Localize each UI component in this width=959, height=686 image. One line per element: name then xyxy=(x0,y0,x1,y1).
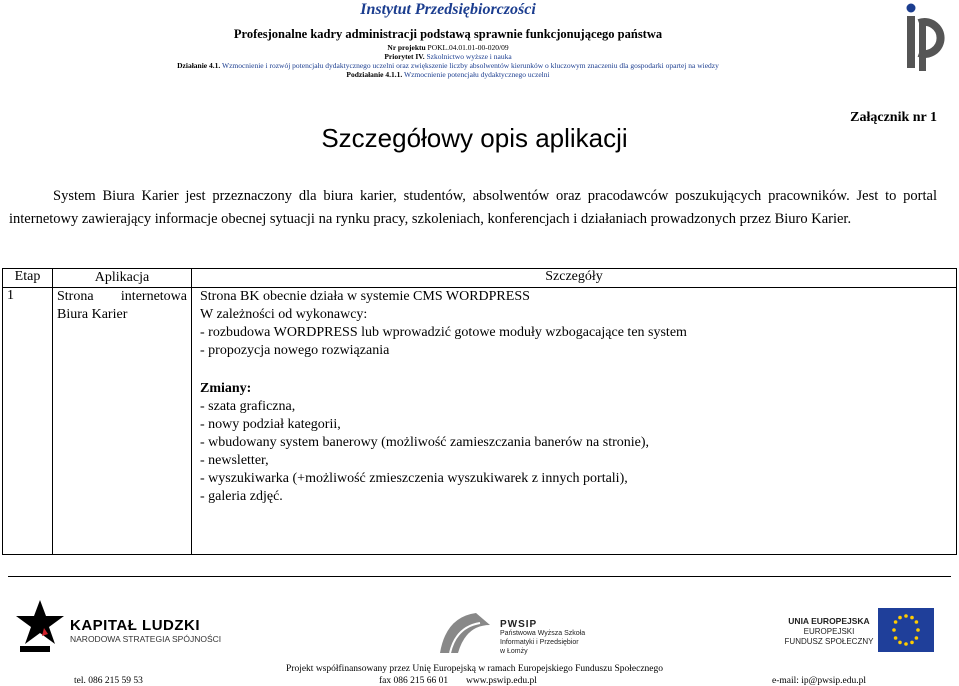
details-table xyxy=(2,268,957,555)
eu-text xyxy=(784,616,874,647)
change-item: - newsletter, xyxy=(200,453,269,468)
change-item: - wyszukiwarka (+możliwość zmieszczenia wyszukiwarek z innych portali), xyxy=(200,471,628,486)
pwsip-name: PWSIP xyxy=(500,619,538,630)
ip-logo-icon xyxy=(903,3,953,71)
detail-line: - propozycja nowego rozwiązania xyxy=(200,343,390,358)
priority-value: Szkolnictwo wyższe i nauka xyxy=(426,52,512,61)
header-etap: Etap xyxy=(3,269,53,288)
header-szczegoly: Szczegóły xyxy=(192,269,957,288)
eu-line: FUNDUSZ SPOŁECZNY xyxy=(784,637,874,646)
priority-label: Priorytet IV. xyxy=(384,52,425,61)
footer-divider xyxy=(8,576,951,577)
change-item: - nowy podział kategorii, xyxy=(200,417,341,432)
table-row xyxy=(3,288,957,555)
submeasure-line xyxy=(0,70,896,79)
eu-line: UNIA EUROPEJSKA xyxy=(788,616,870,626)
eu-flag-icon xyxy=(878,608,934,652)
footer-website-link[interactable]: www.pswip.edu.pl xyxy=(466,676,537,686)
kapital-ludzki-logo-icon xyxy=(14,598,66,656)
page-title: Szczegółowy opis aplikacji xyxy=(321,123,628,153)
cofinance-note: Projekt współfinansowany przez Unię Europejską w ramach Europejskiego Funduszu Społecznego xyxy=(286,664,663,674)
attachment-label: Załącznik nr 1 xyxy=(850,110,937,125)
measure-line xyxy=(0,61,896,70)
intro-paragraph xyxy=(9,185,937,230)
pwsip-text xyxy=(500,620,585,656)
change-item: - galeria zdjęć. xyxy=(200,489,283,504)
header-aplikacja: Aplikacja xyxy=(53,269,192,288)
kapital-ludzki-title: KAPITAŁ LUDZKI xyxy=(70,617,201,634)
detail-line: Strona BK obecnie działa w systemie CMS WORDPRESS xyxy=(200,289,530,304)
kapital-ludzki-text xyxy=(70,617,221,644)
project-title: Profesjonalne kadry administracji podstawą sprawnie funkcjonującego państwa xyxy=(233,27,663,41)
pwsip-line: Państwowa Wyższa Szkoła xyxy=(500,630,586,637)
table-header-row xyxy=(3,269,957,288)
pwsip-logo-icon xyxy=(436,607,496,657)
detail-line: W zależności od wykonawcy: xyxy=(200,307,368,322)
institute-name: Instytut Przedsiębiorczości xyxy=(360,1,536,18)
priority-line xyxy=(0,52,896,61)
intro-text: System Biura Karier jest przeznaczony dla biura karier, studentów, absolwentów oraz pracodawców poszukujących pracowników. Jest to portal internetowy zawierający informacje obecnej sytuacji na rynku pracy, szkoleniach, konferencjach i działaniach prowadzonych przez Biuro Karier. xyxy=(9,188,937,227)
cell-etap: 1 xyxy=(3,288,53,555)
footer-phone: tel. 086 215 59 53 xyxy=(74,676,143,686)
cell-aplikacja: Strona internetowa Biura Karier xyxy=(53,288,192,555)
detail-line: - rozbudowa WORDPRESS lub wprowadzić gotowe moduły wzbogacające ten system xyxy=(200,325,687,340)
cell-szczegoly xyxy=(192,288,957,555)
pwsip-line: w Łomży xyxy=(500,648,528,655)
measure-value: Wzmocnienie i rozwój potencjału dydaktycznego uczelni oraz zwiększenie liczby absolwentów kierunków o kluczowym znaczeniu dla gospodarki opartej na wiedzy xyxy=(221,61,719,70)
eu-line: EUROPEJSKI xyxy=(803,627,855,636)
pwsip-line: Informatyki i Przedsiębior xyxy=(500,639,579,646)
changes-label: Zmiany: xyxy=(200,381,252,396)
footer-email-link[interactable]: e-mail: ip@pwsip.edu.pl xyxy=(772,676,866,686)
project-number-label: Nr projektu xyxy=(387,43,426,52)
change-item: - wbudowany system banerowy (możliwość zamieszczania banerów na stronie), xyxy=(200,435,650,450)
measure-label: Działanie 4.1. xyxy=(177,61,221,70)
submeasure-value: Wzmocnienie potencjału dydaktycznego uczelni xyxy=(404,70,550,79)
project-number-value: POKL.04.01.01-00-020/09 xyxy=(427,43,509,52)
project-number xyxy=(0,43,896,52)
footer-fax: fax 086 215 66 01 xyxy=(379,676,449,686)
kapital-ludzki-subtitle: NARODOWA STRATEGIA SPÓJNOŚCI xyxy=(70,634,222,644)
change-item: - szata graficzna, xyxy=(200,399,296,414)
submeasure-label: Podziałanie 4.1.1. xyxy=(346,70,403,79)
